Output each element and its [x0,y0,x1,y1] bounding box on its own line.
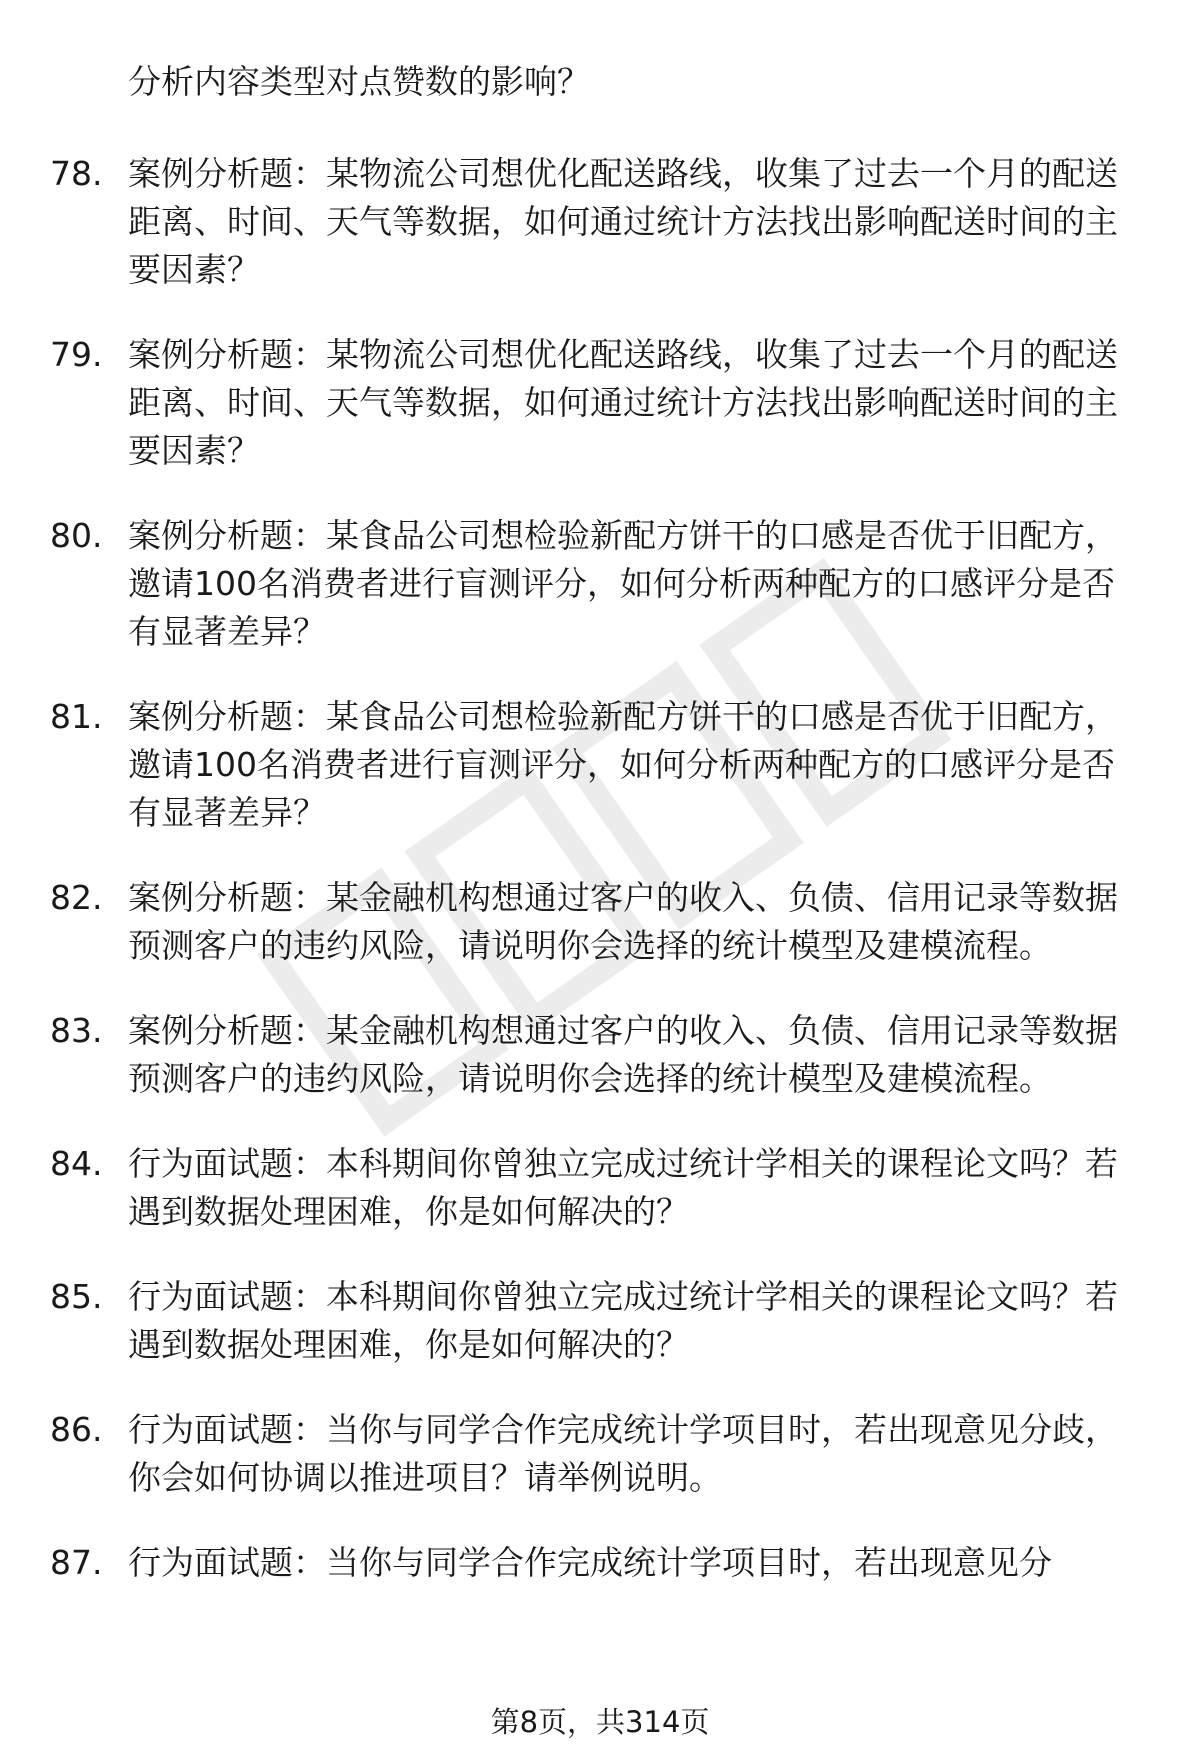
question-list [0,150,1200,1624]
question-item [0,1007,1200,1103]
question-number: 82. [50,878,103,917]
page-footer: 第8页，共314页 [490,1705,710,1739]
question-item [0,1539,1200,1587]
question-item [0,331,1200,475]
question-item [0,1406,1200,1502]
question-number: 86. [50,1410,103,1449]
question-item [0,512,1200,656]
question-item [0,693,1200,837]
question-text: 行为面试题：当你与同学合作完成统计学项目时，若出现意见分 [128,1543,1052,1582]
question-number: 83. [50,1011,103,1050]
question-text: 行为面试题：本科期间你曾独立完成过统计学相关的课程论文吗？若遇到数据处理困难，你是如何解决的？ [128,1144,1118,1231]
question-item [0,874,1200,970]
question-text: 案例分析题：某物流公司想优化配送路线，收集了过去一个月的配送距离、时间、天气等数据，如何通过统计方法找出影响配送时间的主要因素？ [128,335,1118,470]
question-number: 78. [50,154,103,193]
question-text: 案例分析题：某物流公司想优化配送路线，收集了过去一个月的配送距离、时间、天气等数据，如何通过统计方法找出影响配送时间的主要因素？ [128,154,1118,289]
question-number: 81. [50,697,103,736]
question-item [0,1273,1200,1369]
question-number: 80. [50,516,103,555]
question-number: 87. [50,1543,103,1582]
question-number: 79. [50,335,103,374]
question-text: 行为面试题：当你与同学合作完成统计学项目时，若出现意见分歧，你会如何协调以推进项目？请举例说明。 [128,1410,1118,1497]
question-item [0,1140,1200,1236]
question-text: 案例分析题：某金融机构想通过客户的收入、负债、信用记录等数据预测客户的违约风险，请说明你会选择的统计模型及建模流程。 [128,1011,1118,1098]
question-text: 案例分析题：某食品公司想检验新配方饼干的口感是否优于旧配方，邀请100名消费者进行盲测评分，如何分析两种配方的口感评分是否有显著差异？ [128,697,1118,832]
question-item [0,150,1200,294]
question-number: 84. [50,1144,103,1183]
question-text: 案例分析题：某金融机构想通过客户的收入、负债、信用记录等数据预测客户的违约风险，请说明你会选择的统计模型及建模流程。 [128,878,1118,965]
continuation-text: 分析内容类型对点赞数的影响？ [128,62,590,101]
question-text: 案例分析题：某食品公司想检验新配方饼干的口感是否优于旧配方，邀请100名消费者进行盲测评分，如何分析两种配方的口感评分是否有显著差异？ [128,516,1118,651]
question-number: 85. [50,1277,103,1316]
question-text: 行为面试题：本科期间你曾独立完成过统计学相关的课程论文吗？若遇到数据处理困难，你是如何解决的？ [128,1277,1118,1364]
